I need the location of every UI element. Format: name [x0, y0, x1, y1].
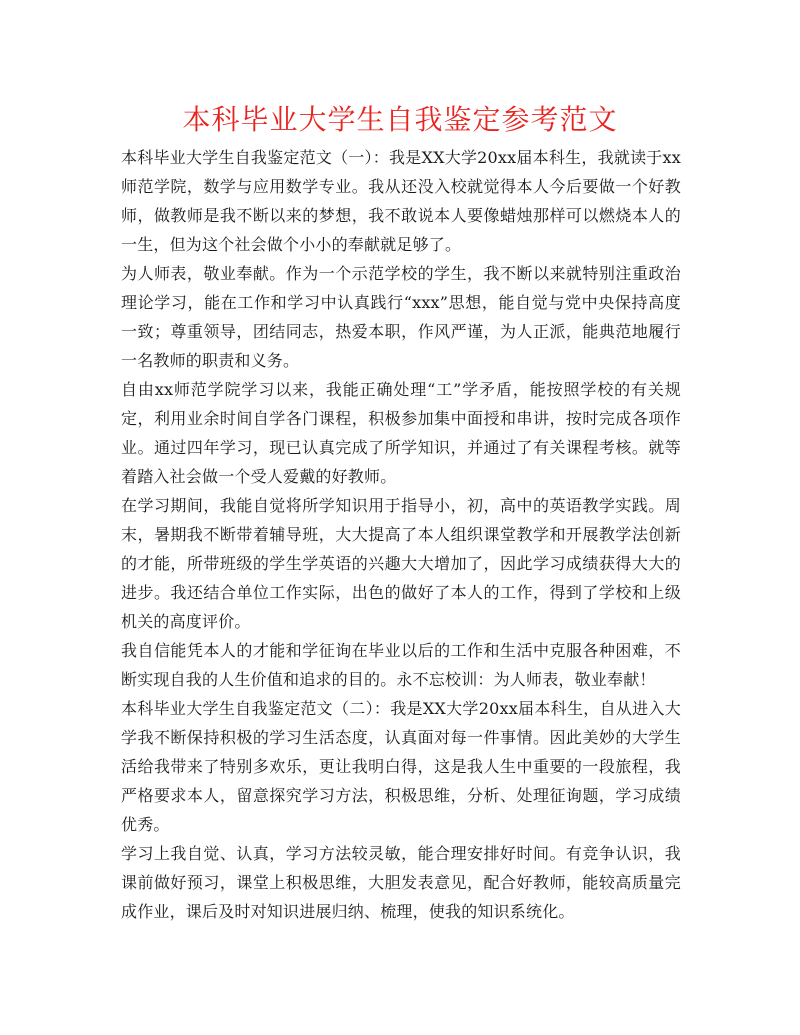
- document-title: 本科毕业大学生自我鉴定参考范文: [182, 103, 618, 136]
- paragraph: 自由xx师范学院学习以来，我能正确处理“工”学矛盾，能按照学校的有关规定，利用业余时间自学各门课程，积极参加集中面授和串讲，按时完成各项作业。通过四年学习，现已认真完成了所学知识，并通过了有关课程考核。就等着踏入社会做一个受人爱戴的好教师。: [121, 380, 681, 486]
- paragraph: 本科毕业大学生自我鉴定范文（一）：我是XX大学20xx届本科生，我就读于xx师范学院，数学与应用数学专业。我从还没入校就觉得本人今后要做一个好教师，做教师是我不断以来的梦想，我不敢说本人要像蜡烛那样可以燃烧本人的一生，但为这个社会做个小小的奉献就足够了。: [121, 148, 681, 254]
- paragraph: 学习上我自觉、认真，学习方法较灵敏，能合理安排好时间。有竞争认识，我课前做好预习，课堂上积极思维，大胆发表意见，配合好教师，能较高质量完成作业，课后及时对知识进展归纳、梳理，使我的知识系统化。: [121, 844, 681, 921]
- paragraph: 我自信能凭本人的才能和学征询在毕业以后的工作和生活中克服各种困难，不断实现自我的人生价值和追求的目的。永不忘校训：为人师表，敬业奉献！: [121, 641, 681, 689]
- paragraph: 本科毕业大学生自我鉴定范文（二）：我是XX大学20xx届本科生，自从进入大学我不断保持积极的学习生活态度，认真面对每一件事情。因此美妙的大学生活给我带来了特别多欢乐，更让我明白得，这是我人生中重要的一段旅程，我严格要求本人，留意探究学习方法，积极思维，分析、处理征询题，学习成绩优秀。: [121, 699, 681, 834]
- paragraph: 为人师表，敬业奉献。作为一个示范学校的学生，我不断以来就特别注重政治理论学习，能在工作和学习中认真践行“xxx”思想，能自觉与党中央保持高度一致；尊重领导，团结同志，热爱本职，作风严谨，为人正派，能典范地履行一名教师的职责和义务。: [121, 264, 681, 370]
- document-body: [121, 143, 681, 926]
- paragraph: 在学习期间，我能自觉将所学知识用于指导小，初，高中的英语教学实践。周末，暑期我不断带着辅导班，大大提高了本人组织课堂教学和开展教学法创新的才能，所带班级的学生学英语的兴趣大大增加了，因此学习成绩获得大大的进步。我还结合单位工作实际，出色的做好了本人的工作，得到了学校和上级机关的高度评价。: [121, 496, 681, 631]
